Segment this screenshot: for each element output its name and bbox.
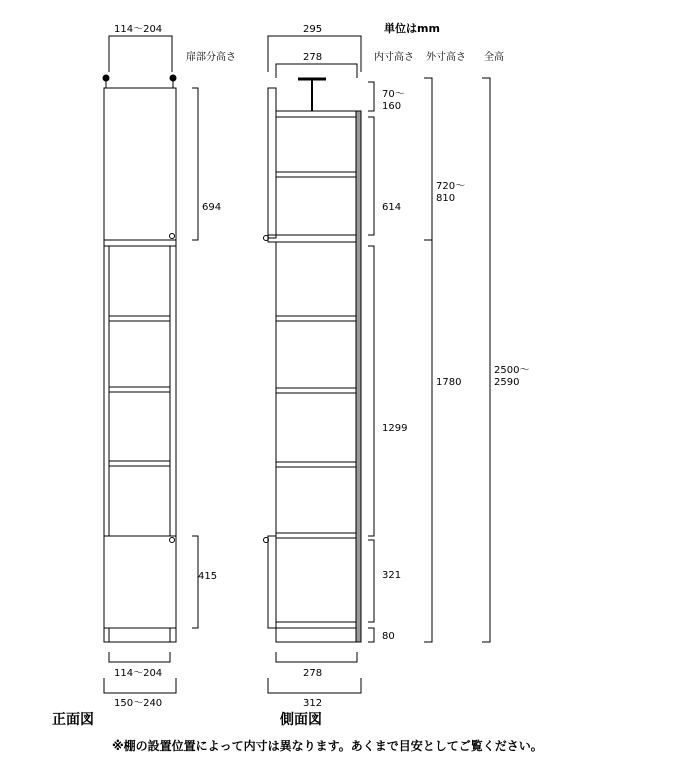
- side-bottom-outer-depth-bracket: [268, 678, 361, 693]
- front-top-knob-left: [103, 75, 109, 81]
- front-upper-door-height-bracket: [192, 88, 198, 240]
- side-top-inner-depth: 278: [303, 52, 323, 63]
- side-shelf-3: [276, 462, 356, 467]
- side-outer-upper-bracket: [424, 78, 432, 240]
- front-upper-door-knob: [170, 234, 175, 239]
- side-outer-upper-height-line2: 810: [436, 193, 456, 204]
- side-bottom-outer-depth: 312: [303, 698, 323, 709]
- side-outer-lower-bracket: [424, 240, 432, 642]
- side-upper-door-profile: [268, 88, 276, 238]
- side-shelf-1: [276, 316, 356, 321]
- front-top-knob-right: [170, 75, 176, 81]
- front-upper-door: [104, 88, 176, 240]
- side-inner-base-height: 80: [382, 631, 395, 642]
- side-bottom-inner-depth: 278: [303, 668, 323, 679]
- front-base-plinth: [104, 628, 176, 642]
- front-bottom-outer-width: 150～240: [114, 698, 163, 709]
- front-lower-door-height-bracket: [192, 536, 198, 628]
- side-back-panel: [356, 111, 361, 642]
- side-top-inner-depth-bracket: [276, 64, 357, 78]
- column-door-height: 扉部分高さ: [186, 52, 236, 63]
- side-inner-top-bracket: [368, 82, 374, 111]
- footer-note: ※棚の設置位置によって内寸は異なります。あくまで目安としてご覧ください。: [112, 739, 543, 753]
- side-bottom-inner-depth-bracket: [276, 652, 357, 662]
- front-top-width-bracket: [109, 36, 172, 72]
- side-outer-upper-height-line1: 720～: [436, 181, 466, 192]
- side-inner-lower-height: 321: [382, 570, 402, 581]
- side-inner-upper-height: 614: [382, 202, 402, 213]
- front-lower-door: [104, 536, 176, 628]
- unit-label: 単位はmm: [384, 22, 440, 35]
- side-total-height-bracket: [482, 78, 490, 642]
- front-divider-shelf: [104, 240, 176, 246]
- column-total-height: 全高: [484, 52, 504, 63]
- side-lower-door-profile: [268, 536, 276, 628]
- column-outer-height: 外寸高さ: [426, 52, 466, 63]
- front-upper-door-height: 694: [202, 202, 222, 213]
- front-lower-door-knob: [170, 538, 175, 543]
- side-inner-base-bracket: [368, 628, 374, 642]
- side-inner-middle-bracket: [368, 246, 374, 536]
- front-view-title: 正面図: [52, 712, 94, 728]
- side-total-height-line2: 2590: [494, 377, 520, 388]
- side-upper-shelf: [276, 172, 356, 177]
- side-inner-top-height-line2: 160: [382, 101, 402, 112]
- side-top-board: [276, 111, 358, 117]
- front-bottom-inner-width-bracket: [109, 652, 170, 662]
- side-view: [264, 36, 491, 693]
- side-outer-lower-height: 1780: [436, 377, 462, 388]
- side-bottom-board: [276, 622, 356, 628]
- front-lower-door-height: 415: [198, 571, 218, 582]
- side-shelf-2: [276, 388, 356, 393]
- side-inner-middle-height: 1299: [382, 423, 408, 434]
- front-bottom-outer-width-bracket: [104, 678, 176, 693]
- side-inner-lower-bracket: [368, 540, 374, 622]
- side-base-plinth: [276, 628, 356, 642]
- front-shelf-1: [109, 316, 170, 321]
- front-shelf-3: [109, 461, 170, 466]
- front-shelf-2: [109, 387, 170, 392]
- side-inner-top-height-line1: 70～: [382, 89, 405, 100]
- front-top-inner-width: 114～204: [114, 24, 163, 35]
- column-inner-height: 内寸高さ: [374, 52, 414, 63]
- side-view-title: 側面図: [280, 712, 322, 728]
- side-shelf-4: [276, 533, 356, 538]
- side-divider-shelf: [268, 235, 356, 242]
- front-bottom-inner-width: 114～204: [114, 668, 163, 679]
- side-total-height-line1: 2500～: [494, 365, 530, 376]
- side-inner-upper-bracket: [368, 117, 374, 235]
- side-top-outer-depth: 295: [303, 24, 323, 35]
- front-view: [103, 36, 198, 693]
